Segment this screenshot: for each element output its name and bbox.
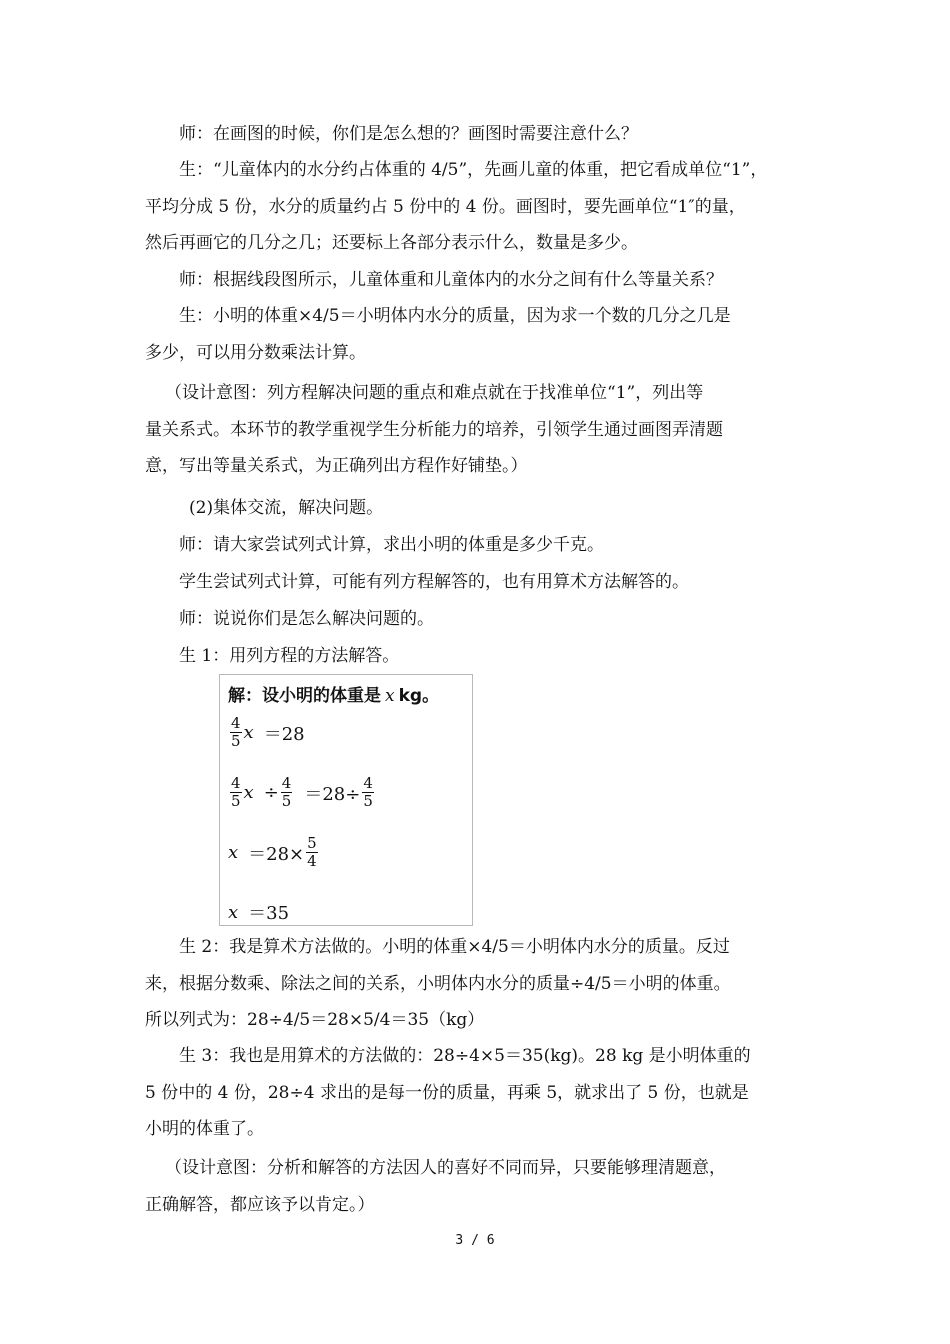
paragraph-teacher-question-1: 师：在画图的时候，你们是怎么想的？画图时需要注意什么？ [179,124,638,144]
paragraph-design-intent-2: （设计意图：分析和解答的方法因人的喜好不同而异，只要能够理清题意， 正确解答，都应该予以肯定。） [145,1158,726,1215]
paragraph-student-answer-2: 生：小明的体重×4/5＝小明体内水分的质量，因为求一个数的几分之几是 多少，可以用分数乘法计算。 [145,306,731,363]
paragraph-teacher-ask: 师：说说你们是怎么解决问题的。 [179,609,434,629]
paragraph-student-3: 生 3：我也是用算术的方法做的：28÷4×5＝35(kg)。28 kg 是小明体重的 5 份中的 4 份，28÷4 求出的是每一份的质量，再乘 5，就求出了 5 份，也就是 小明的体重了。 [145,1046,751,1139]
equation-line-2: $\frac{4}{5}$ x ÷ $\frac{4}{5}$ ＝28÷ $\frac{4}{5}$ [231,774,373,810]
fraction-four-fifths: $\frac{4}{5}$ [281,774,292,810]
paragraph-student-attempt: 学生尝试列式计算，可能有列方程解答的，也有用算术方法解答的。 [179,572,689,592]
paragraph-student-1: 生 1：用列方程的方法解答。 [179,646,400,666]
equation-line-1: $\frac{4}{5}$ x ＝28 [231,714,305,750]
fraction-four-fifths: $\frac{4}{5}$ [363,774,373,810]
solution-title: 解：设小明的体重是 x kg。 [228,686,440,706]
equation-solution-box [219,674,473,926]
fraction-four-fifths: $\frac{4}{5}$ [231,774,241,810]
equation-line-3: x ＝28× $\frac{5}{4}$ [228,834,317,870]
paragraph-design-intent-1: （设计意图：列方程解决问题的重点和难点就在于找准单位“1”，列出等 量关系式。本环节的教学重视学生分析能力的培养，引领学生通过画图弄清题 意，写出等量关系式，为正确列出方程作好铺垫。） [145,383,723,476]
paragraph-student-2: 生 2：我是算术方法做的。小明的体重×4/5＝小明体内水分的质量。反过 来，根据分数乘、除法之间的关系，小明体内水分的质量÷4/5＝小明的体重。 所以列式为：28÷4/5＝28×5/4＝35（kg） [145,937,731,1030]
paragraph-section-2-heading: (2)集体交流，解决问题。 [189,498,384,518]
fraction-five-fourths: $\frac{5}{4}$ [307,834,317,870]
fraction-four-fifths: $\frac{4}{5}$ [231,714,241,750]
page-number: 3 / 6 [455,1233,495,1248]
paragraph-teacher-prompt: 师：请大家尝试列式计算，求出小明的体重是多少千克。 [179,535,604,555]
equation-line-4: x ＝35 [228,901,290,924]
paragraph-student-answer-1: 生：“儿童体内的水分约占体重的 4/5”，先画儿童的体重，把它看成单位“1”， 平均分成 5 份，水分的质量约占 5 份中的 4 份。画图时，要先画单位“1″的量， 然后再画它的几分之几；还要标上各部分表示什么，数量是多少。 [145,160,768,253]
paragraph-teacher-question-2: 师：根据线段图所示，儿童体重和儿童体内的水分之间有什么等量关系？ [179,270,723,290]
